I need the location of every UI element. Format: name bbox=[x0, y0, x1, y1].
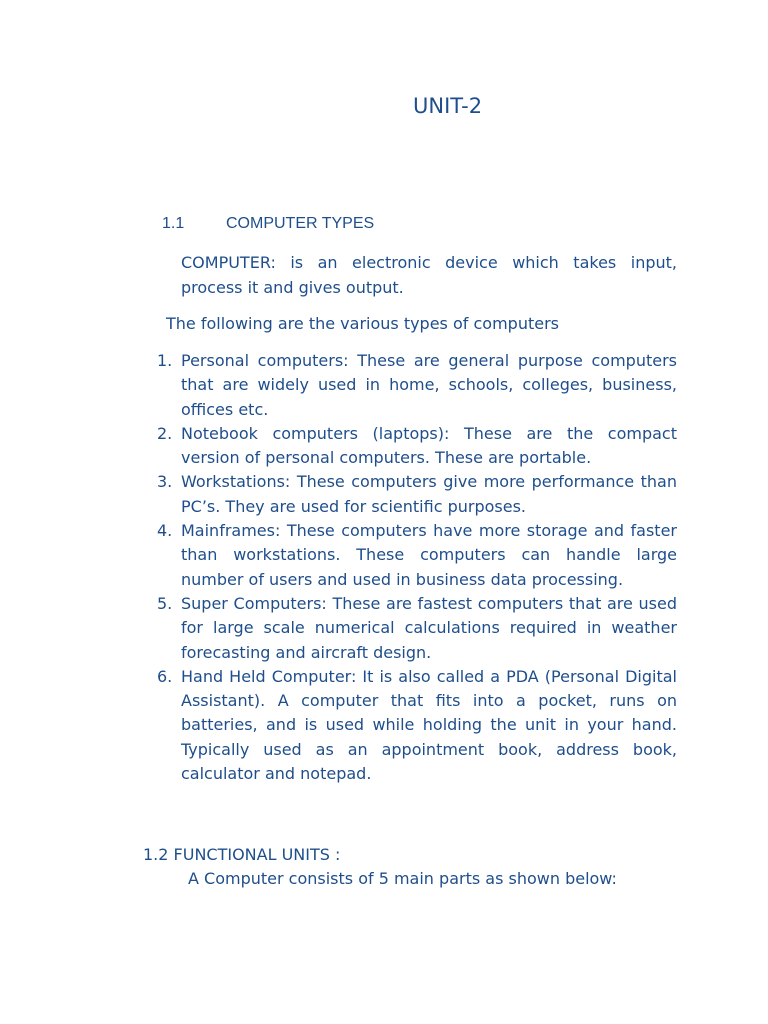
list-item bbox=[157, 349, 677, 422]
list-item bbox=[157, 470, 677, 519]
list-item-number: 6. bbox=[157, 666, 173, 686]
list-item bbox=[157, 422, 677, 471]
computer-definition: COMPUTER: is an electronic device which takes input, process it and gives output. bbox=[181, 253, 677, 297]
list-item bbox=[157, 592, 677, 665]
types-intro: The following are the various types of computers bbox=[166, 314, 559, 333]
list-item-number: 1. bbox=[157, 351, 173, 370]
section-1-1-title: COMPUTER TYPES bbox=[226, 215, 375, 232]
section-1-2-intro: A Computer consists of 5 main parts as shown below: bbox=[188, 869, 617, 888]
list-item bbox=[157, 519, 677, 592]
list-item-number: 3. bbox=[157, 472, 173, 492]
list-item-text: Notebook computers (laptops): These are the compact version of personal computers. These are portable. bbox=[181, 423, 677, 468]
list-item-number: 2. bbox=[157, 423, 173, 443]
list-item-text: Super Computers: These are fastest computers that are used for large scale numerical calculations required in weather forecasting and aircraft design. bbox=[181, 593, 677, 662]
section-1-1-heading bbox=[162, 212, 374, 236]
list-item-number: 4. bbox=[157, 521, 173, 541]
list-item-text: Personal computers: These are general purpose computers that are widely used in home, schools, colleges, business, offices etc. bbox=[181, 351, 677, 419]
list-item bbox=[157, 665, 677, 786]
list-item-text: Hand Held Computer: It is also called a PDA (Personal Digital Assistant). A computer that fits into a pocket, runs on batteries, and is used while holding the unit in your hand. Typically used as an appointment book, address book, calculator and notepad. bbox=[181, 666, 677, 784]
unit-title: UNIT-2 bbox=[413, 94, 483, 118]
list-item-number: 5. bbox=[157, 593, 173, 613]
computer-types-list bbox=[157, 349, 677, 786]
list-item-text: Mainframes: These computers have more storage and faster than workstations. These computers can handle large number of users and used in business data processing. bbox=[181, 521, 677, 589]
section-1-2-heading: 1.2 FUNCTIONAL UNITS : bbox=[143, 845, 341, 864]
list-item-text: Workstations: These computers give more performance than PC’s. They are used for scientific purposes. bbox=[181, 472, 677, 516]
section-1-1-number: 1.1 bbox=[162, 215, 185, 232]
